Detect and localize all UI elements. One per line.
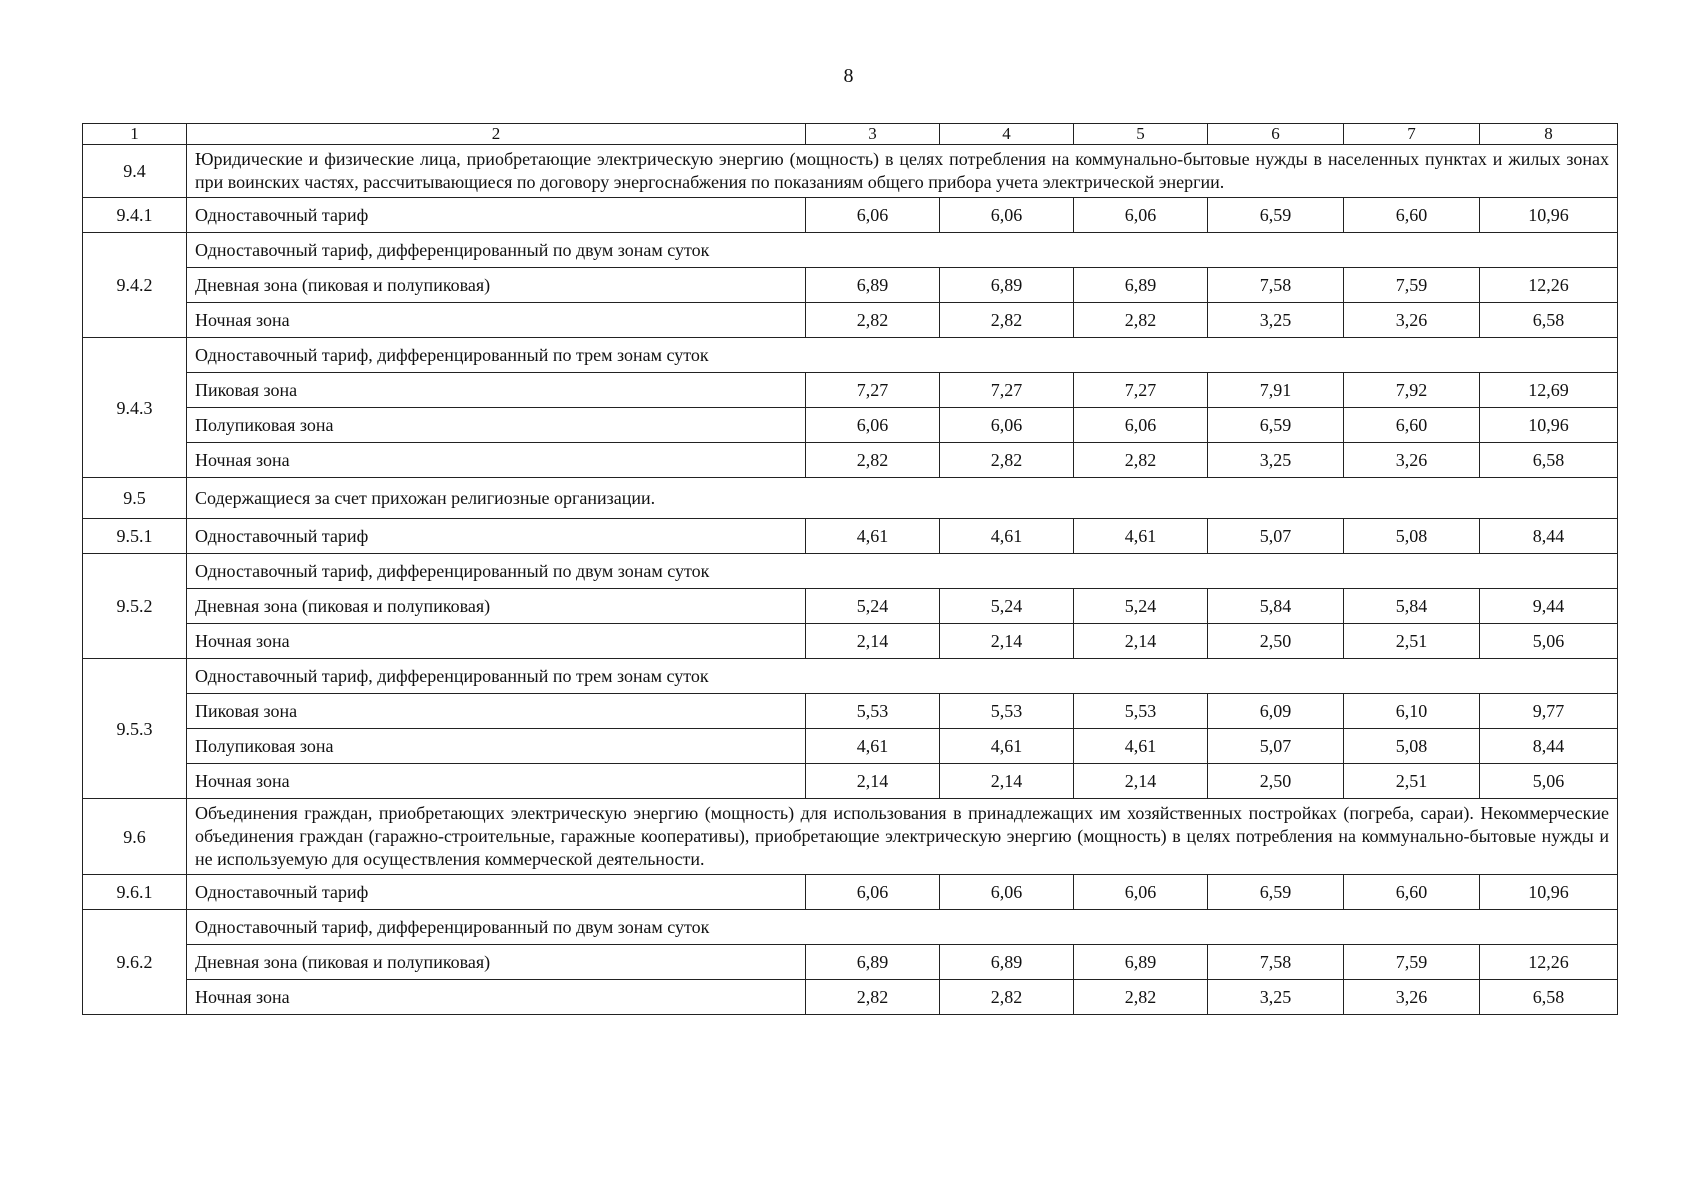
subheading-row xyxy=(83,659,1618,694)
column-number: 8 xyxy=(1480,124,1618,145)
tariff-value: 2,82 xyxy=(940,303,1074,338)
tariff-value: 6,58 xyxy=(1480,303,1618,338)
tariff-value: 12,69 xyxy=(1480,373,1618,408)
tariff-value: 2,82 xyxy=(806,443,940,478)
tariff-value: 5,07 xyxy=(1208,729,1344,764)
tariff-value: 2,82 xyxy=(940,980,1074,1015)
tariff-value: 2,82 xyxy=(1074,303,1208,338)
tariff-value: 3,26 xyxy=(1344,443,1480,478)
column-number: 3 xyxy=(806,124,940,145)
row-code: 9.6.1 xyxy=(83,875,187,910)
tariff-name: Дневная зона (пиковая и полупиковая) xyxy=(187,945,806,980)
tariff-value: 6,60 xyxy=(1344,198,1480,233)
subheading-row xyxy=(83,554,1618,589)
tariff-value: 6,58 xyxy=(1480,443,1618,478)
tariff-name: Одноставочный тариф xyxy=(187,198,806,233)
tariff-value: 3,25 xyxy=(1208,443,1344,478)
tariff-value: 2,14 xyxy=(806,764,940,799)
column-number: 7 xyxy=(1344,124,1480,145)
tariff-value: 6,60 xyxy=(1344,875,1480,910)
tariff-value: 7,92 xyxy=(1344,373,1480,408)
tariff-value: 6,06 xyxy=(1074,408,1208,443)
tariff-row xyxy=(83,373,1618,408)
tariff-value: 3,25 xyxy=(1208,980,1344,1015)
tariff-value: 6,59 xyxy=(1208,875,1344,910)
tariff-value: 2,50 xyxy=(1208,624,1344,659)
tariff-row xyxy=(83,303,1618,338)
tariff-value: 7,58 xyxy=(1208,945,1344,980)
tariff-name: Ночная зона xyxy=(187,980,806,1015)
tariff-value: 4,61 xyxy=(806,729,940,764)
column-number: 4 xyxy=(940,124,1074,145)
tariff-value: 4,61 xyxy=(940,729,1074,764)
tariff-subheading: Одноставочный тариф, дифференцированный по двум зонам суток xyxy=(187,910,1618,945)
tariff-subheading: Одноставочный тариф, дифференцированный по трем зонам суток xyxy=(187,659,1618,694)
tariff-value: 6,60 xyxy=(1344,408,1480,443)
tariff-value: 5,53 xyxy=(806,694,940,729)
column-number-row xyxy=(83,124,1618,145)
row-code: 9.5.2 xyxy=(83,554,187,659)
tariff-value: 6,89 xyxy=(940,268,1074,303)
tariff-row xyxy=(83,198,1618,233)
tariff-value: 2,14 xyxy=(1074,764,1208,799)
tariff-value: 2,82 xyxy=(806,980,940,1015)
tariff-value: 6,09 xyxy=(1208,694,1344,729)
tariff-value: 7,58 xyxy=(1208,268,1344,303)
tariff-value: 5,84 xyxy=(1344,589,1480,624)
tariff-value: 10,96 xyxy=(1480,198,1618,233)
section-row xyxy=(83,145,1618,198)
tariff-value: 5,06 xyxy=(1480,764,1618,799)
row-code: 9.6 xyxy=(83,799,187,875)
row-code: 9.4.2 xyxy=(83,233,187,338)
tariff-value: 5,24 xyxy=(1074,589,1208,624)
tariff-row xyxy=(83,268,1618,303)
tariff-row xyxy=(83,443,1618,478)
tariff-subheading: Одноставочный тариф, дифференцированный по двум зонам суток xyxy=(187,554,1618,589)
row-code: 9.4.3 xyxy=(83,338,187,478)
tariff-value: 3,25 xyxy=(1208,303,1344,338)
tariff-value: 4,61 xyxy=(940,519,1074,554)
tariff-value: 2,14 xyxy=(806,624,940,659)
section-description: Содержащиеся за счет прихожан религиозные организации. xyxy=(187,478,1618,519)
tariff-value: 10,96 xyxy=(1480,408,1618,443)
row-code: 9.5 xyxy=(83,478,187,519)
tariff-value: 6,06 xyxy=(806,875,940,910)
tariff-value: 5,53 xyxy=(940,694,1074,729)
tariff-value: 6,06 xyxy=(806,198,940,233)
page-number: 8 xyxy=(843,65,854,87)
tariff-value: 5,24 xyxy=(940,589,1074,624)
tariff-subheading: Одноставочный тариф, дифференцированный по двум зонам суток xyxy=(187,233,1618,268)
row-code: 9.4 xyxy=(83,145,187,198)
column-number: 5 xyxy=(1074,124,1208,145)
tariff-name: Одноставочный тариф xyxy=(187,875,806,910)
tariff-value: 5,07 xyxy=(1208,519,1344,554)
row-code: 9.4.1 xyxy=(83,198,187,233)
tariff-name: Пиковая зона xyxy=(187,373,806,408)
section-row xyxy=(83,799,1618,875)
tariff-value: 2,14 xyxy=(940,624,1074,659)
section-description: Юридические и физические лица, приобретающие электрическую энергию (мощность) в целях потребления на коммунально-бытовые нужды в населенных пунктах и жилых зонах при воинских частях, рассчитывающиеся по договору энергоснабжения по показаниям общего прибора учета электрической энергии. xyxy=(187,145,1618,198)
tariff-value: 2,51 xyxy=(1344,624,1480,659)
tariff-table xyxy=(82,123,1618,1015)
tariff-name: Одноставочный тариф xyxy=(187,519,806,554)
tariff-subheading: Одноставочный тариф, дифференцированный по трем зонам суток xyxy=(187,338,1618,373)
tariff-value: 8,44 xyxy=(1480,519,1618,554)
tariff-name: Ночная зона xyxy=(187,443,806,478)
subheading-row xyxy=(83,910,1618,945)
tariff-name: Ночная зона xyxy=(187,624,806,659)
tariff-value: 6,59 xyxy=(1208,198,1344,233)
tariff-value: 6,06 xyxy=(940,408,1074,443)
tariff-value: 2,14 xyxy=(1074,624,1208,659)
tariff-value: 7,27 xyxy=(806,373,940,408)
tariff-value: 7,27 xyxy=(1074,373,1208,408)
tariff-value: 5,24 xyxy=(806,589,940,624)
tariff-value: 6,89 xyxy=(1074,268,1208,303)
row-code: 9.5.1 xyxy=(83,519,187,554)
tariff-name: Полупиковая зона xyxy=(187,408,806,443)
tariff-name: Ночная зона xyxy=(187,303,806,338)
tariff-value: 6,06 xyxy=(940,875,1074,910)
column-number: 1 xyxy=(83,124,187,145)
tariff-row xyxy=(83,945,1618,980)
tariff-name: Пиковая зона xyxy=(187,694,806,729)
row-code: 9.5.3 xyxy=(83,659,187,799)
tariff-value: 5,53 xyxy=(1074,694,1208,729)
tariff-value: 3,26 xyxy=(1344,980,1480,1015)
tariff-row xyxy=(83,729,1618,764)
tariff-value: 2,51 xyxy=(1344,764,1480,799)
tariff-value: 5,08 xyxy=(1344,729,1480,764)
tariff-name: Дневная зона (пиковая и полупиковая) xyxy=(187,589,806,624)
subheading-row xyxy=(83,233,1618,268)
tariff-name: Дневная зона (пиковая и полупиковая) xyxy=(187,268,806,303)
section-row xyxy=(83,478,1618,519)
tariff-value: 7,91 xyxy=(1208,373,1344,408)
column-number: 6 xyxy=(1208,124,1344,145)
tariff-value: 2,82 xyxy=(940,443,1074,478)
tariff-row xyxy=(83,764,1618,799)
tariff-value: 9,44 xyxy=(1480,589,1618,624)
tariff-value: 6,89 xyxy=(806,268,940,303)
subheading-row xyxy=(83,338,1618,373)
column-number: 2 xyxy=(187,124,806,145)
tariff-value: 6,06 xyxy=(1074,198,1208,233)
tariff-table-body xyxy=(83,124,1618,1015)
tariff-value: 9,77 xyxy=(1480,694,1618,729)
tariff-name: Полупиковая зона xyxy=(187,729,806,764)
tariff-value: 7,59 xyxy=(1344,945,1480,980)
tariff-value: 5,06 xyxy=(1480,624,1618,659)
tariff-value: 2,82 xyxy=(1074,443,1208,478)
tariff-value: 6,10 xyxy=(1344,694,1480,729)
tariff-value: 2,50 xyxy=(1208,764,1344,799)
tariff-row xyxy=(83,875,1618,910)
tariff-value: 10,96 xyxy=(1480,875,1618,910)
tariff-row xyxy=(83,694,1618,729)
tariff-value: 5,08 xyxy=(1344,519,1480,554)
tariff-value: 5,84 xyxy=(1208,589,1344,624)
tariff-name: Ночная зона xyxy=(187,764,806,799)
tariff-value: 12,26 xyxy=(1480,945,1618,980)
tariff-value: 6,59 xyxy=(1208,408,1344,443)
tariff-value: 6,06 xyxy=(1074,875,1208,910)
tariff-value: 7,27 xyxy=(940,373,1074,408)
tariff-value: 6,89 xyxy=(1074,945,1208,980)
tariff-row xyxy=(83,408,1618,443)
tariff-value: 4,61 xyxy=(1074,729,1208,764)
tariff-value: 6,06 xyxy=(806,408,940,443)
tariff-value: 4,61 xyxy=(1074,519,1208,554)
section-description: Объединения граждан, приобретающих электрическую энергию (мощность) для использования в принадлежащих им хозяйственных постройках (погреба, сараи). Некоммерческие объединения граждан (гаражно-строительные, гаражные кооперативы), приобретающие электрическую энергию (мощность) в целях потребления на коммунально-бытовые нужды и не используемую для осуществления коммерческой деятельности. xyxy=(187,799,1618,875)
tariff-value: 2,82 xyxy=(1074,980,1208,1015)
row-code: 9.6.2 xyxy=(83,910,187,1015)
tariff-row xyxy=(83,624,1618,659)
tariff-value: 7,59 xyxy=(1344,268,1480,303)
tariff-value: 6,89 xyxy=(940,945,1074,980)
tariff-value: 3,26 xyxy=(1344,303,1480,338)
tariff-value: 2,14 xyxy=(940,764,1074,799)
tariff-value: 6,06 xyxy=(940,198,1074,233)
tariff-row xyxy=(83,980,1618,1015)
tariff-value: 6,58 xyxy=(1480,980,1618,1015)
tariff-value: 12,26 xyxy=(1480,268,1618,303)
tariff-row xyxy=(83,519,1618,554)
tariff-value: 4,61 xyxy=(806,519,940,554)
tariff-row xyxy=(83,589,1618,624)
tariff-value: 2,82 xyxy=(806,303,940,338)
tariff-value: 8,44 xyxy=(1480,729,1618,764)
tariff-value: 6,89 xyxy=(806,945,940,980)
